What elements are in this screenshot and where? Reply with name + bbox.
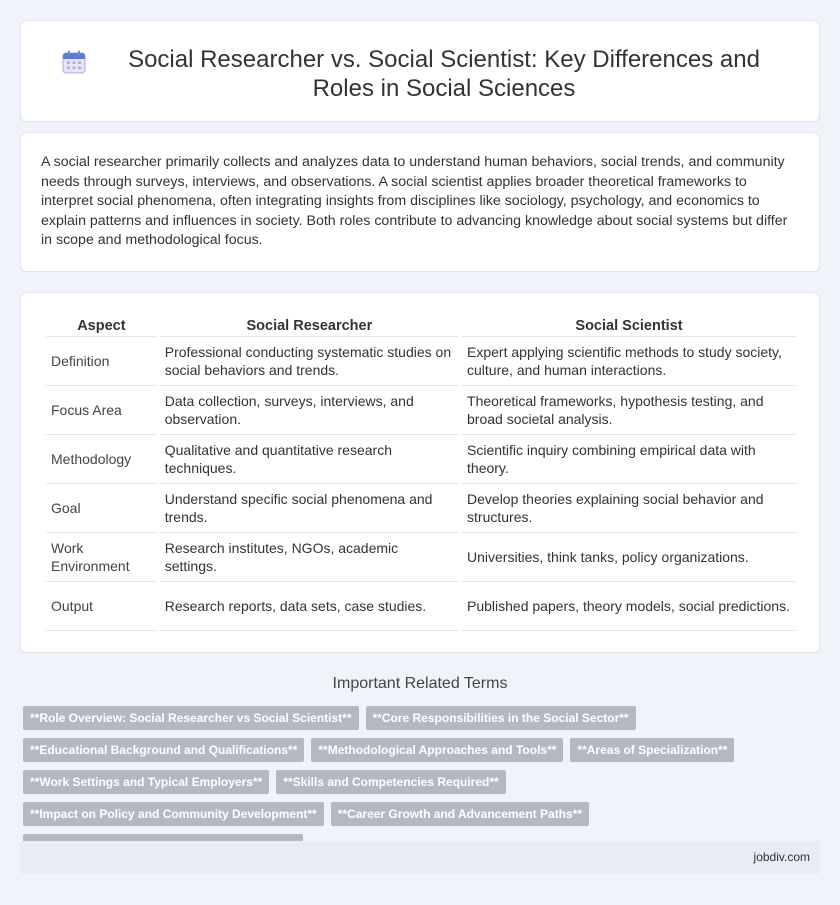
row-researcher: Research institutes, NGOs, academic settings. — [160, 533, 459, 582]
table-row — [46, 386, 796, 435]
footer-site-link[interactable]: jobdiv.com — [753, 850, 810, 864]
table-row — [46, 337, 796, 386]
row-scientist: Develop theories explaining social behavior and structures. — [462, 484, 796, 533]
row-scientist: Universities, think tanks, policy organizations. — [462, 533, 796, 582]
related-term-tag[interactable]: **Methodological Approaches and Tools** — [311, 738, 563, 762]
row-aspect: Methodology — [46, 435, 157, 484]
related-term-tag[interactable]: **Work Settings and Typical Employers** — [23, 770, 269, 794]
related-term-tag[interactable]: **Educational Background and Qualifications** — [23, 738, 304, 762]
row-researcher: Data collection, surveys, interviews, and observation. — [160, 386, 459, 435]
related-term-tag[interactable]: **Impact on Policy and Community Development** — [23, 802, 324, 826]
comparison-table — [43, 315, 799, 631]
calendar-icon — [61, 49, 87, 75]
row-aspect: Focus Area — [46, 386, 157, 435]
footer — [20, 841, 820, 874]
related-term-tag[interactable]: **Core Responsibilities in the Social Sector** — [366, 706, 636, 730]
related-term-tag[interactable]: **Areas of Specialization** — [570, 738, 734, 762]
row-researcher: Qualitative and quantitative research techniques. — [160, 435, 459, 484]
related-terms-title: Important Related Terms — [332, 675, 508, 692]
related-term-tag[interactable]: **Career Growth and Advancement Paths** — [331, 802, 589, 826]
row-researcher: Research reports, data sets, case studies. — [160, 582, 459, 631]
row-scientist: Published papers, theory models, social predictions. — [462, 582, 796, 631]
header-aspect: Aspect — [46, 315, 157, 337]
related-term-tag[interactable]: **Role Overview: Social Researcher vs Social Scientist** — [23, 706, 359, 730]
row-aspect: Definition — [46, 337, 157, 386]
row-aspect: Goal — [46, 484, 157, 533]
table-row — [46, 533, 796, 582]
table-row — [46, 435, 796, 484]
table-row — [46, 582, 796, 631]
table-row — [46, 484, 796, 533]
row-scientist: Scientific inquiry combining empirical data with theory. — [462, 435, 796, 484]
row-aspect: Work Environment — [46, 533, 157, 582]
header-social-researcher: Social Researcher — [160, 315, 459, 337]
row-researcher: Professional conducting systematic studies on social behaviors and trends. — [160, 337, 459, 386]
intro-card — [20, 132, 820, 272]
intro-paragraph: A social researcher primarily collects and analyzes data to understand human behaviors, social trends, and community needs through surveys, interviews, and observations. A social scientist applies broader theoretical frameworks to interpret social phenomena, often integrating insights from disciplines like sociology, psychology, and economics to explain patterns and influences in society. Both roles contribute to advancing knowledge about social systems but differ in scope and methodological focus. — [41, 154, 788, 249]
row-scientist: Expert applying scientific methods to study society, culture, and human interactions. — [462, 337, 796, 386]
row-scientist: Theoretical frameworks, hypothesis testing, and broad societal analysis. — [462, 386, 796, 435]
related-terms-list — [23, 706, 803, 858]
table-header-row — [46, 315, 796, 337]
comparison-table-card — [20, 292, 820, 653]
row-aspect: Output — [46, 582, 157, 631]
header-card — [20, 20, 820, 122]
page-title: Social Researcher vs. Social Scientist: Key Differences and Roles in Social Sciences — [128, 46, 760, 102]
header-social-scientist: Social Scientist — [462, 315, 796, 337]
row-researcher: Understand specific social phenomena and trends. — [160, 484, 459, 533]
related-term-tag[interactable]: **Skills and Competencies Required** — [276, 770, 505, 794]
